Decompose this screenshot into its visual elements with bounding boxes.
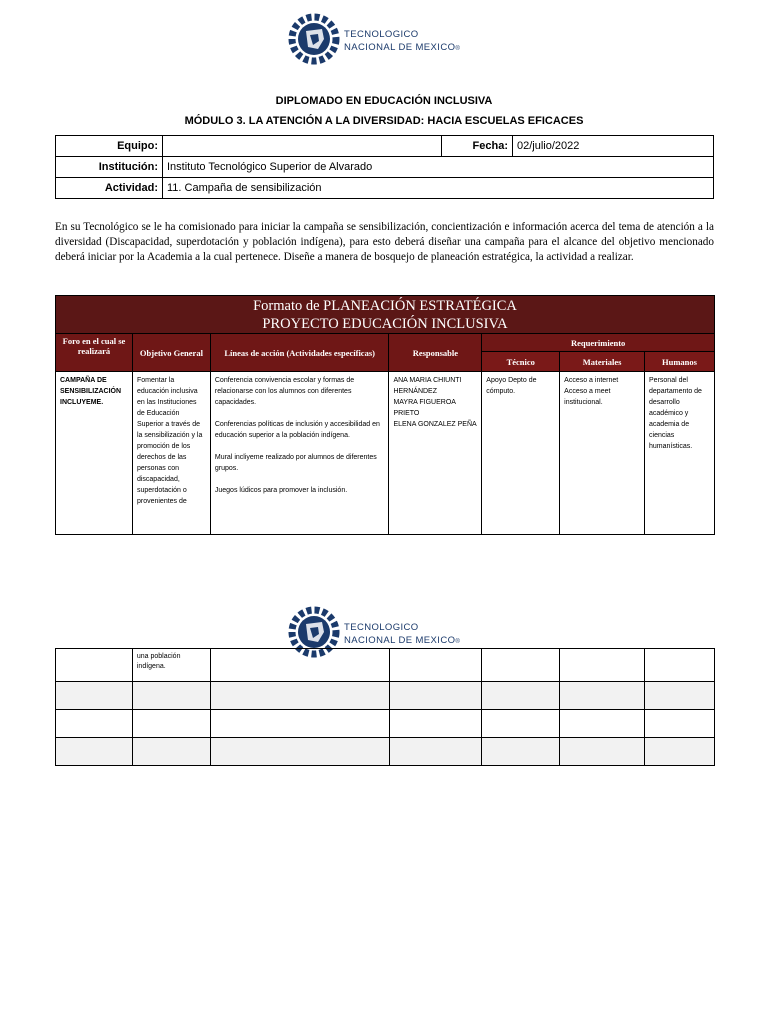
linea-item: Conferencias políticas de inclusión y accesibilidad en educación superior a la población indígena. [214,421,380,439]
logo-text-line2: NACIONAL DE MEXICO® [344,635,461,646]
cell-humanos: Personal del departamento de desarrollo académico y academia de ciencias humanísticas. [645,372,715,535]
linea-item: Conferencia convivencia escolar y formas de relacionarse con los alumnos con diferentes capacidades. [214,377,355,406]
cell-objetivo-continued: una población indígena. [132,649,210,682]
planning-title-line2: PROYECTO EDUCACIÓN INCLUSIVA [262,315,508,332]
material-item: Acceso a meet institucional. [564,388,611,406]
linea-item: Juegos lúdicos para promover la inclusión. [214,487,348,494]
table-cell [389,738,482,766]
planning-table [55,295,715,535]
responsable-item: MAYRA FIGUEROA PRIETO [393,399,456,417]
table-cell [210,738,389,766]
institucion-value: Instituto Tecnológico Superior de Alvarado [163,157,714,178]
equipo-label: Equipo: [56,136,163,157]
tecnm-logo [288,5,468,75]
col-humanos: Humanos [645,352,715,372]
col-lineas: Líneas de acción (Actividades específicas) [210,334,389,372]
col-foro: Foro en el cual se realizará [56,334,133,372]
table-cell [645,738,715,766]
table-cell [482,649,560,682]
material-item: Acceso a internet [564,377,619,384]
linea-item: Mural incliyeme realizado por alumnos de diferentes grupos. [214,454,377,472]
tecnm-emblem-icon [288,5,340,73]
document-subtitle: MÓDULO 3. LA ATENCIÓN A LA DIVERSIDAD: HACIA ESCUELAS EFICACES [184,115,584,127]
planning-title [56,296,715,334]
actividad-label: Actividad: [56,178,163,199]
cell-lineas [210,372,389,535]
table-cell [56,710,133,738]
table-cell [210,682,389,710]
planning-title-line1: Formato de PLANEACIÓN ESTRATÉGICA [253,297,517,314]
table-cell [645,649,715,682]
table-cell [132,738,210,766]
table-cell [132,682,210,710]
table-cell [56,649,133,682]
planning-table-continued [55,648,715,766]
cell-objetivo-text: Fomentar la educación inclusiva en las Instituciones de Educación Superior a través de la sensibilización y la promoción de los derechos de las personas con discapacidad, superdotación o provenientes de [136,377,203,505]
table-cell [482,710,560,738]
table-cell [389,682,482,710]
col-responsable: Responsable [389,334,482,372]
logo-text-line2: NACIONAL DE MEXICO® [344,42,461,53]
table-cell [389,649,482,682]
equipo-value [163,136,442,157]
table-cell [56,738,133,766]
col-materiales: Materiales [560,352,645,372]
cell-tecnico: Apoyo Depto de cómputo. [482,372,560,535]
col-objetivo: Objetivo General [132,334,210,372]
responsable-item: ANA MARIA CHIUNTI HERNÁNDEZ [393,377,462,395]
cell-responsable [389,372,482,535]
fecha-label: Fecha: [442,136,513,157]
table-cell [560,649,645,682]
document-title: DIPLOMADO EN EDUCACIÓN INCLUSIVA [275,95,493,107]
table-cell [210,649,389,682]
table-cell [132,710,210,738]
cell-materiales [560,372,645,535]
table-cell [560,738,645,766]
table-cell [482,738,560,766]
logo-text-line1: TECNOLOGICO [344,29,419,40]
col-tecnico: Técnico [482,352,560,372]
cell-objetivo [132,372,210,535]
table-cell [560,682,645,710]
table-cell [645,682,715,710]
table-cell [645,710,715,738]
fecha-value: 02/julio/2022 [513,136,714,157]
logo-text-line1: TECNOLOGICO [344,622,419,633]
intro-paragraph: En su Tecnológico se le ha comisionado para iniciar la campaña se sensibilización, concientización e información acerca del tema de atención a la diversidad (Discapacidad, superdotación y población indígena), para esto deberá diseñar una campaña para el alcance del objetivo mencionado deberá iniciar por la Academia a la cual pertenece. Diseñe a manera de bosquejo de planeación estratégica, la actividad a realizar. [55,221,714,263]
table-cell [560,710,645,738]
table-cell [210,710,389,738]
table-cell [56,682,133,710]
cell-foro: CAMPAÑA DE SENSIBILIZACIÓN INCLUYEME. [56,372,133,535]
table-cell [389,710,482,738]
actividad-value: 11. Campaña de sensibilización [163,178,714,199]
responsable-item: ELENA GONZALEZ PEÑA [393,421,477,428]
table-cell [482,682,560,710]
info-table [55,135,714,199]
col-requerimiento: Requerimiento [482,334,715,352]
institucion-label: Institución: [56,157,163,178]
